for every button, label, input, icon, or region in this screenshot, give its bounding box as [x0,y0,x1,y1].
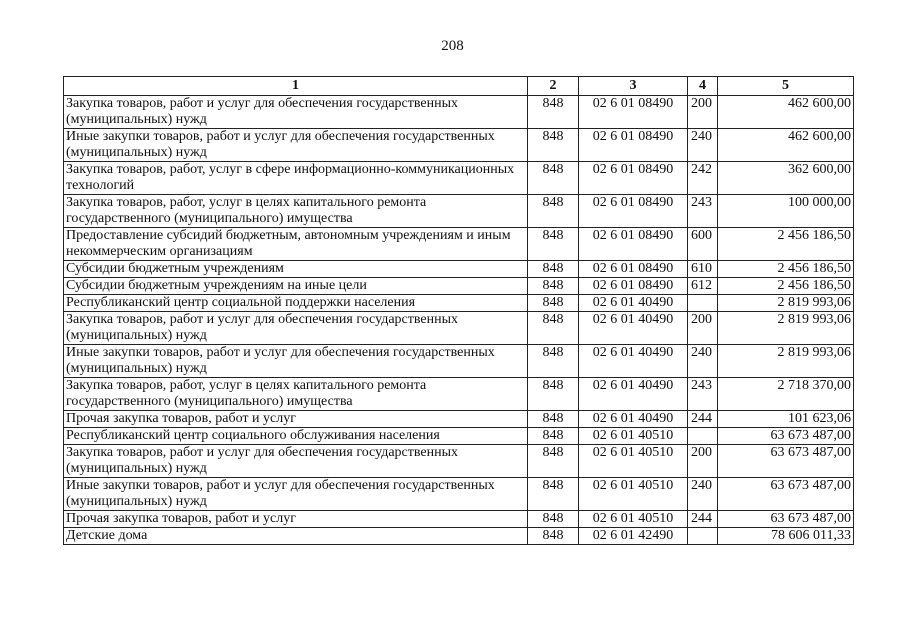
row-amount: 462 600,00 [718,96,854,129]
row-name: Закупка товаров, работ, услуг в целях капитального ремонта государственного (муниципального) имущества [64,378,528,411]
row-name: Закупка товаров, работ, услуг в сфере информационно-коммуникационных технологий [64,162,528,195]
row-ministry-code: 848 [528,195,579,228]
row-name: Субсидии бюджетным учреждениям [64,261,528,278]
row-expense-type: 600 [688,228,718,261]
header-col-2: 2 [528,77,579,96]
row-amount: 462 600,00 [718,129,854,162]
header-col-4: 4 [688,77,718,96]
row-ministry-code: 848 [528,478,579,511]
row-amount: 2 819 993,06 [718,345,854,378]
row-amount: 100 000,00 [718,195,854,228]
row-ministry-code: 848 [528,511,579,528]
row-amount: 63 673 487,00 [718,511,854,528]
row-expense-type: 240 [688,129,718,162]
row-expense-type: 244 [688,411,718,428]
row-name: Предоставление субсидий бюджетным, автономным учреждениям и иным некоммерческим организациям [64,228,528,261]
table-row [64,345,854,378]
row-amount: 2 456 186,50 [718,261,854,278]
header-row [64,77,854,96]
row-name: Детские дома [64,528,528,545]
header-col-1: 1 [64,77,528,96]
row-target-code: 02 6 01 40490 [579,312,688,345]
table-row [64,528,854,545]
row-ministry-code: 848 [528,96,579,129]
table-body [64,96,854,545]
row-name: Закупка товаров, работ и услуг для обеспечения государственных (муниципальных) нужд [64,445,528,478]
table-row [64,511,854,528]
row-ministry-code: 848 [528,411,579,428]
row-expense-type: 200 [688,445,718,478]
table-row [64,195,854,228]
row-expense-type: 612 [688,278,718,295]
row-name: Иные закупки товаров, работ и услуг для обеспечения государственных (муниципальных) нужд [64,129,528,162]
row-expense-type [688,295,718,312]
row-name: Закупка товаров, работ, услуг в целях капитального ремонта государственного (муниципального) имущества [64,195,528,228]
row-target-code: 02 6 01 40490 [579,345,688,378]
row-amount: 78 606 011,33 [718,528,854,545]
row-amount: 63 673 487,00 [718,445,854,478]
row-ministry-code: 848 [528,129,579,162]
row-ministry-code: 848 [528,162,579,195]
row-amount: 2 718 370,00 [718,378,854,411]
row-name: Прочая закупка товаров, работ и услуг [64,411,528,428]
row-ministry-code: 848 [528,261,579,278]
row-target-code: 02 6 01 08490 [579,129,688,162]
row-name: Закупка товаров, работ и услуг для обеспечения государственных (муниципальных) нужд [64,312,528,345]
row-amount: 63 673 487,00 [718,478,854,511]
row-target-code: 02 6 01 42490 [579,528,688,545]
table-row [64,478,854,511]
row-name: Субсидии бюджетным учреждениям на иные цели [64,278,528,295]
table-row [64,162,854,195]
row-target-code: 02 6 01 08490 [579,228,688,261]
row-amount: 2 456 186,50 [718,278,854,295]
row-name: Иные закупки товаров, работ и услуг для обеспечения государственных (муниципальных) нужд [64,478,528,511]
row-ministry-code: 848 [528,345,579,378]
row-expense-type [688,528,718,545]
row-target-code: 02 6 01 08490 [579,96,688,129]
row-name: Иные закупки товаров, работ и услуг для обеспечения государственных (муниципальных) нужд [64,345,528,378]
row-target-code: 02 6 01 40490 [579,378,688,411]
row-target-code: 02 6 01 08490 [579,162,688,195]
row-expense-type: 244 [688,511,718,528]
row-target-code: 02 6 01 08490 [579,195,688,228]
row-ministry-code: 848 [528,278,579,295]
row-expense-type: 240 [688,478,718,511]
table-row [64,261,854,278]
row-amount: 362 600,00 [718,162,854,195]
table-row [64,228,854,261]
row-target-code: 02 6 01 40510 [579,511,688,528]
row-name: Республиканский центр социального обслуживания населения [64,428,528,445]
row-expense-type: 200 [688,312,718,345]
row-expense-type: 610 [688,261,718,278]
row-target-code: 02 6 01 08490 [579,278,688,295]
table-row [64,445,854,478]
row-amount: 101 623,06 [718,411,854,428]
table-row [64,428,854,445]
row-name: Прочая закупка товаров, работ и услуг [64,511,528,528]
row-ministry-code: 848 [528,312,579,345]
row-target-code: 02 6 01 40490 [579,295,688,312]
row-ministry-code: 848 [528,428,579,445]
row-ministry-code: 848 [528,528,579,545]
row-target-code: 02 6 01 40510 [579,428,688,445]
table-row [64,312,854,345]
row-amount: 2 819 993,06 [718,295,854,312]
row-ministry-code: 848 [528,445,579,478]
row-expense-type: 243 [688,378,718,411]
row-expense-type: 200 [688,96,718,129]
row-target-code: 02 6 01 08490 [579,261,688,278]
row-amount: 2 819 993,06 [718,312,854,345]
table-row [64,129,854,162]
row-name: Закупка товаров, работ и услуг для обеспечения государственных (муниципальных) нужд [64,96,528,129]
row-name: Республиканский центр социальной поддержки населения [64,295,528,312]
row-target-code: 02 6 01 40510 [579,445,688,478]
row-expense-type: 242 [688,162,718,195]
row-ministry-code: 848 [528,228,579,261]
row-ministry-code: 848 [528,378,579,411]
header-col-5: 5 [718,77,854,96]
budget-table [63,76,854,545]
row-expense-type [688,428,718,445]
table-row [64,96,854,129]
row-amount: 2 456 186,50 [718,228,854,261]
row-target-code: 02 6 01 40490 [579,411,688,428]
table-row [64,378,854,411]
header-col-3: 3 [579,77,688,96]
page-number: 208 [441,38,464,54]
table-row [64,295,854,312]
row-expense-type: 240 [688,345,718,378]
row-amount: 63 673 487,00 [718,428,854,445]
row-target-code: 02 6 01 40510 [579,478,688,511]
row-expense-type: 243 [688,195,718,228]
table-header [64,77,854,96]
table-row [64,278,854,295]
table-row [64,411,854,428]
row-ministry-code: 848 [528,295,579,312]
